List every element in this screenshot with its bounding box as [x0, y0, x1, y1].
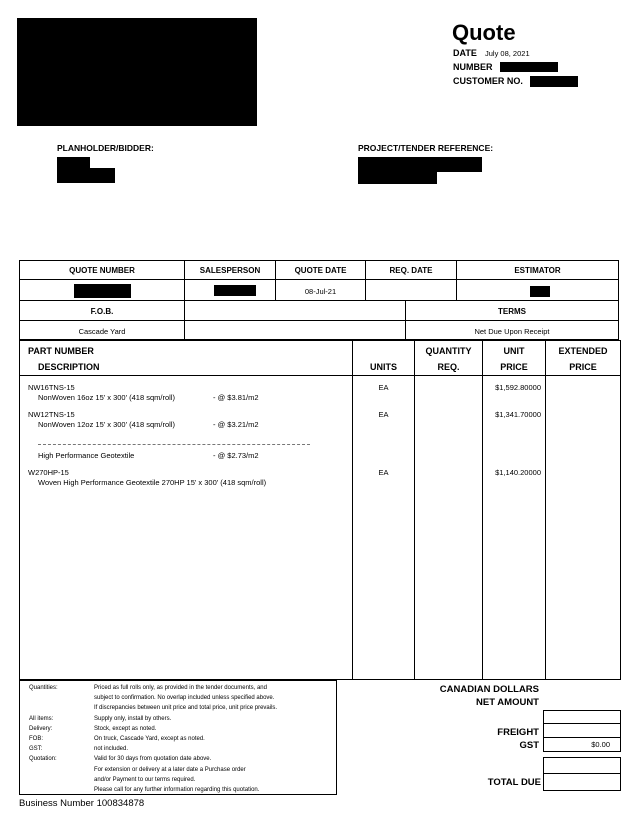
condition-row [29, 734, 334, 744]
gst-value: $0.00 [591, 740, 610, 749]
item-units: EA [378, 383, 389, 392]
item-description: NonWoven 16oz 15' x 300' (418 sqm/roll) [38, 393, 175, 402]
condition-row [29, 765, 334, 775]
conditions-box [19, 680, 337, 795]
condition-label: Quotation: [29, 756, 57, 763]
item-description: High Performance Geotextile [38, 451, 135, 460]
redacted-salesperson [214, 285, 256, 296]
redacted-logo [17, 18, 257, 126]
hdr-extended-price: PRICE [569, 362, 597, 372]
hdr-estimator: ESTIMATOR [514, 266, 561, 275]
hdr-quote-number: QUOTE NUMBER [69, 266, 135, 275]
condition-row [29, 703, 334, 713]
hdr-units: UNITS [370, 362, 397, 372]
freight-box [543, 724, 621, 738]
item-units: EA [378, 410, 389, 419]
condition-text: If discrepancies between unit price and total price, unit price prevails. [94, 705, 278, 712]
condition-row [29, 744, 334, 754]
fob-label: F.O.B. [90, 307, 114, 316]
redacted-number [500, 62, 558, 72]
hdr-req-date: REQ. DATE [389, 266, 433, 275]
fob-value: Cascade Yard [78, 327, 126, 336]
hdr-price: PRICE [500, 362, 528, 372]
item-note: - @ $2.73/m2 [213, 451, 259, 460]
condition-label: All items: [29, 715, 54, 722]
hdr-req: REQ. [437, 362, 460, 372]
item-separator [38, 444, 310, 445]
redacted-estimator [530, 286, 550, 297]
condition-text: Stock, except as noted. [94, 725, 157, 732]
redacted-project-2 [358, 170, 437, 184]
items-table [19, 340, 621, 680]
condition-text: and/or Payment to our terms required. [94, 776, 196, 783]
condition-text: subject to confirmation. No overlap included unless specified above. [94, 695, 275, 702]
terms-value: Net Due Upon Receipt [474, 327, 550, 336]
condition-row [29, 775, 334, 785]
total-due-label: TOTAL DUE [487, 777, 541, 788]
project-label: PROJECT/TENDER REFERENCE: [358, 143, 494, 153]
currency-label: CANADIAN DOLLARS [439, 684, 539, 695]
gst-label: GST [519, 740, 539, 751]
hdr-part-number: PART NUMBER [28, 346, 94, 356]
net-amount-label: NET AMOUNT [476, 697, 539, 708]
planholder-label: PLANHOLDER/BIDDER: [57, 143, 154, 153]
condition-text: Supply only, install by others. [94, 715, 172, 722]
hdr-quote-date: QUOTE DATE [294, 266, 347, 275]
gst-box [543, 738, 621, 752]
item-description: NonWoven 12oz 15' x 300' (418 sqm/roll) [38, 420, 175, 429]
condition-text: On truck, Cascade Yard, except as noted. [94, 735, 205, 742]
condition-text: For extension or delivery at a later date a Purchase order [94, 766, 246, 773]
condition-label: Quantities: [29, 685, 58, 691]
info-table [19, 260, 619, 340]
number-label: NUMBER [453, 62, 493, 72]
condition-row [29, 724, 334, 734]
item-part: W270HP-15 [28, 468, 69, 477]
condition-text: Valid for 30 days from quotation date above. [94, 756, 212, 763]
condition-text: Priced as full rolls only, as provided in the tender documents, and [94, 685, 267, 691]
date-value: July 08, 2021 [485, 49, 530, 58]
condition-row [29, 693, 334, 703]
net-amount-box [543, 710, 621, 724]
item-description: Woven High Performance Geotextile 270HP 15' x 300' (418 sqm/roll) [38, 478, 267, 487]
customer-label: CUSTOMER NO. [453, 76, 523, 86]
condition-label: Delivery: [29, 725, 53, 732]
conditions-list [29, 683, 334, 795]
condition-row [29, 714, 334, 724]
item-part: NW12TNS-15 [28, 410, 75, 419]
item-units: EA [378, 468, 389, 477]
page-title: Quote [452, 20, 516, 45]
redacted-customer-no [530, 76, 578, 87]
hdr-extended: EXTENDED [558, 346, 608, 356]
condition-row [29, 785, 334, 795]
item-part: NW16TNS-15 [28, 383, 75, 392]
item-note: - @ $3.21/m2 [213, 420, 259, 429]
condition-row [29, 683, 334, 693]
item-unit-price: $1,592.80000 [495, 383, 541, 392]
business-number: Business Number 100834878 [19, 798, 145, 809]
date-label: DATE [453, 48, 477, 58]
item-unit-price: $1,341.70000 [495, 410, 541, 419]
condition-text: not included. [94, 746, 129, 753]
hdr-description: DESCRIPTION [38, 362, 100, 372]
item-note: - @ $3.81/m2 [213, 393, 259, 402]
hdr-salesperson: SALESPERSON [199, 266, 261, 275]
quote-date-value: 08-Jul-21 [304, 287, 337, 296]
freight-label: FREIGHT [497, 727, 539, 738]
item-unit-price: $1,140.20000 [495, 468, 541, 477]
total-due-box [543, 774, 621, 791]
condition-label: FOB: [29, 735, 44, 742]
hdr-quantity: QUANTITY [425, 346, 472, 356]
terms-label: TERMS [498, 307, 526, 316]
redacted-bidder-2 [57, 168, 115, 183]
total-blank-box [543, 757, 621, 774]
redacted-quote-number [74, 284, 131, 298]
condition-row [29, 754, 334, 764]
condition-label: GST: [29, 746, 43, 753]
hdr-unit: UNIT [503, 346, 525, 356]
condition-text: Please call for any further information regarding this quotation. [94, 786, 260, 793]
